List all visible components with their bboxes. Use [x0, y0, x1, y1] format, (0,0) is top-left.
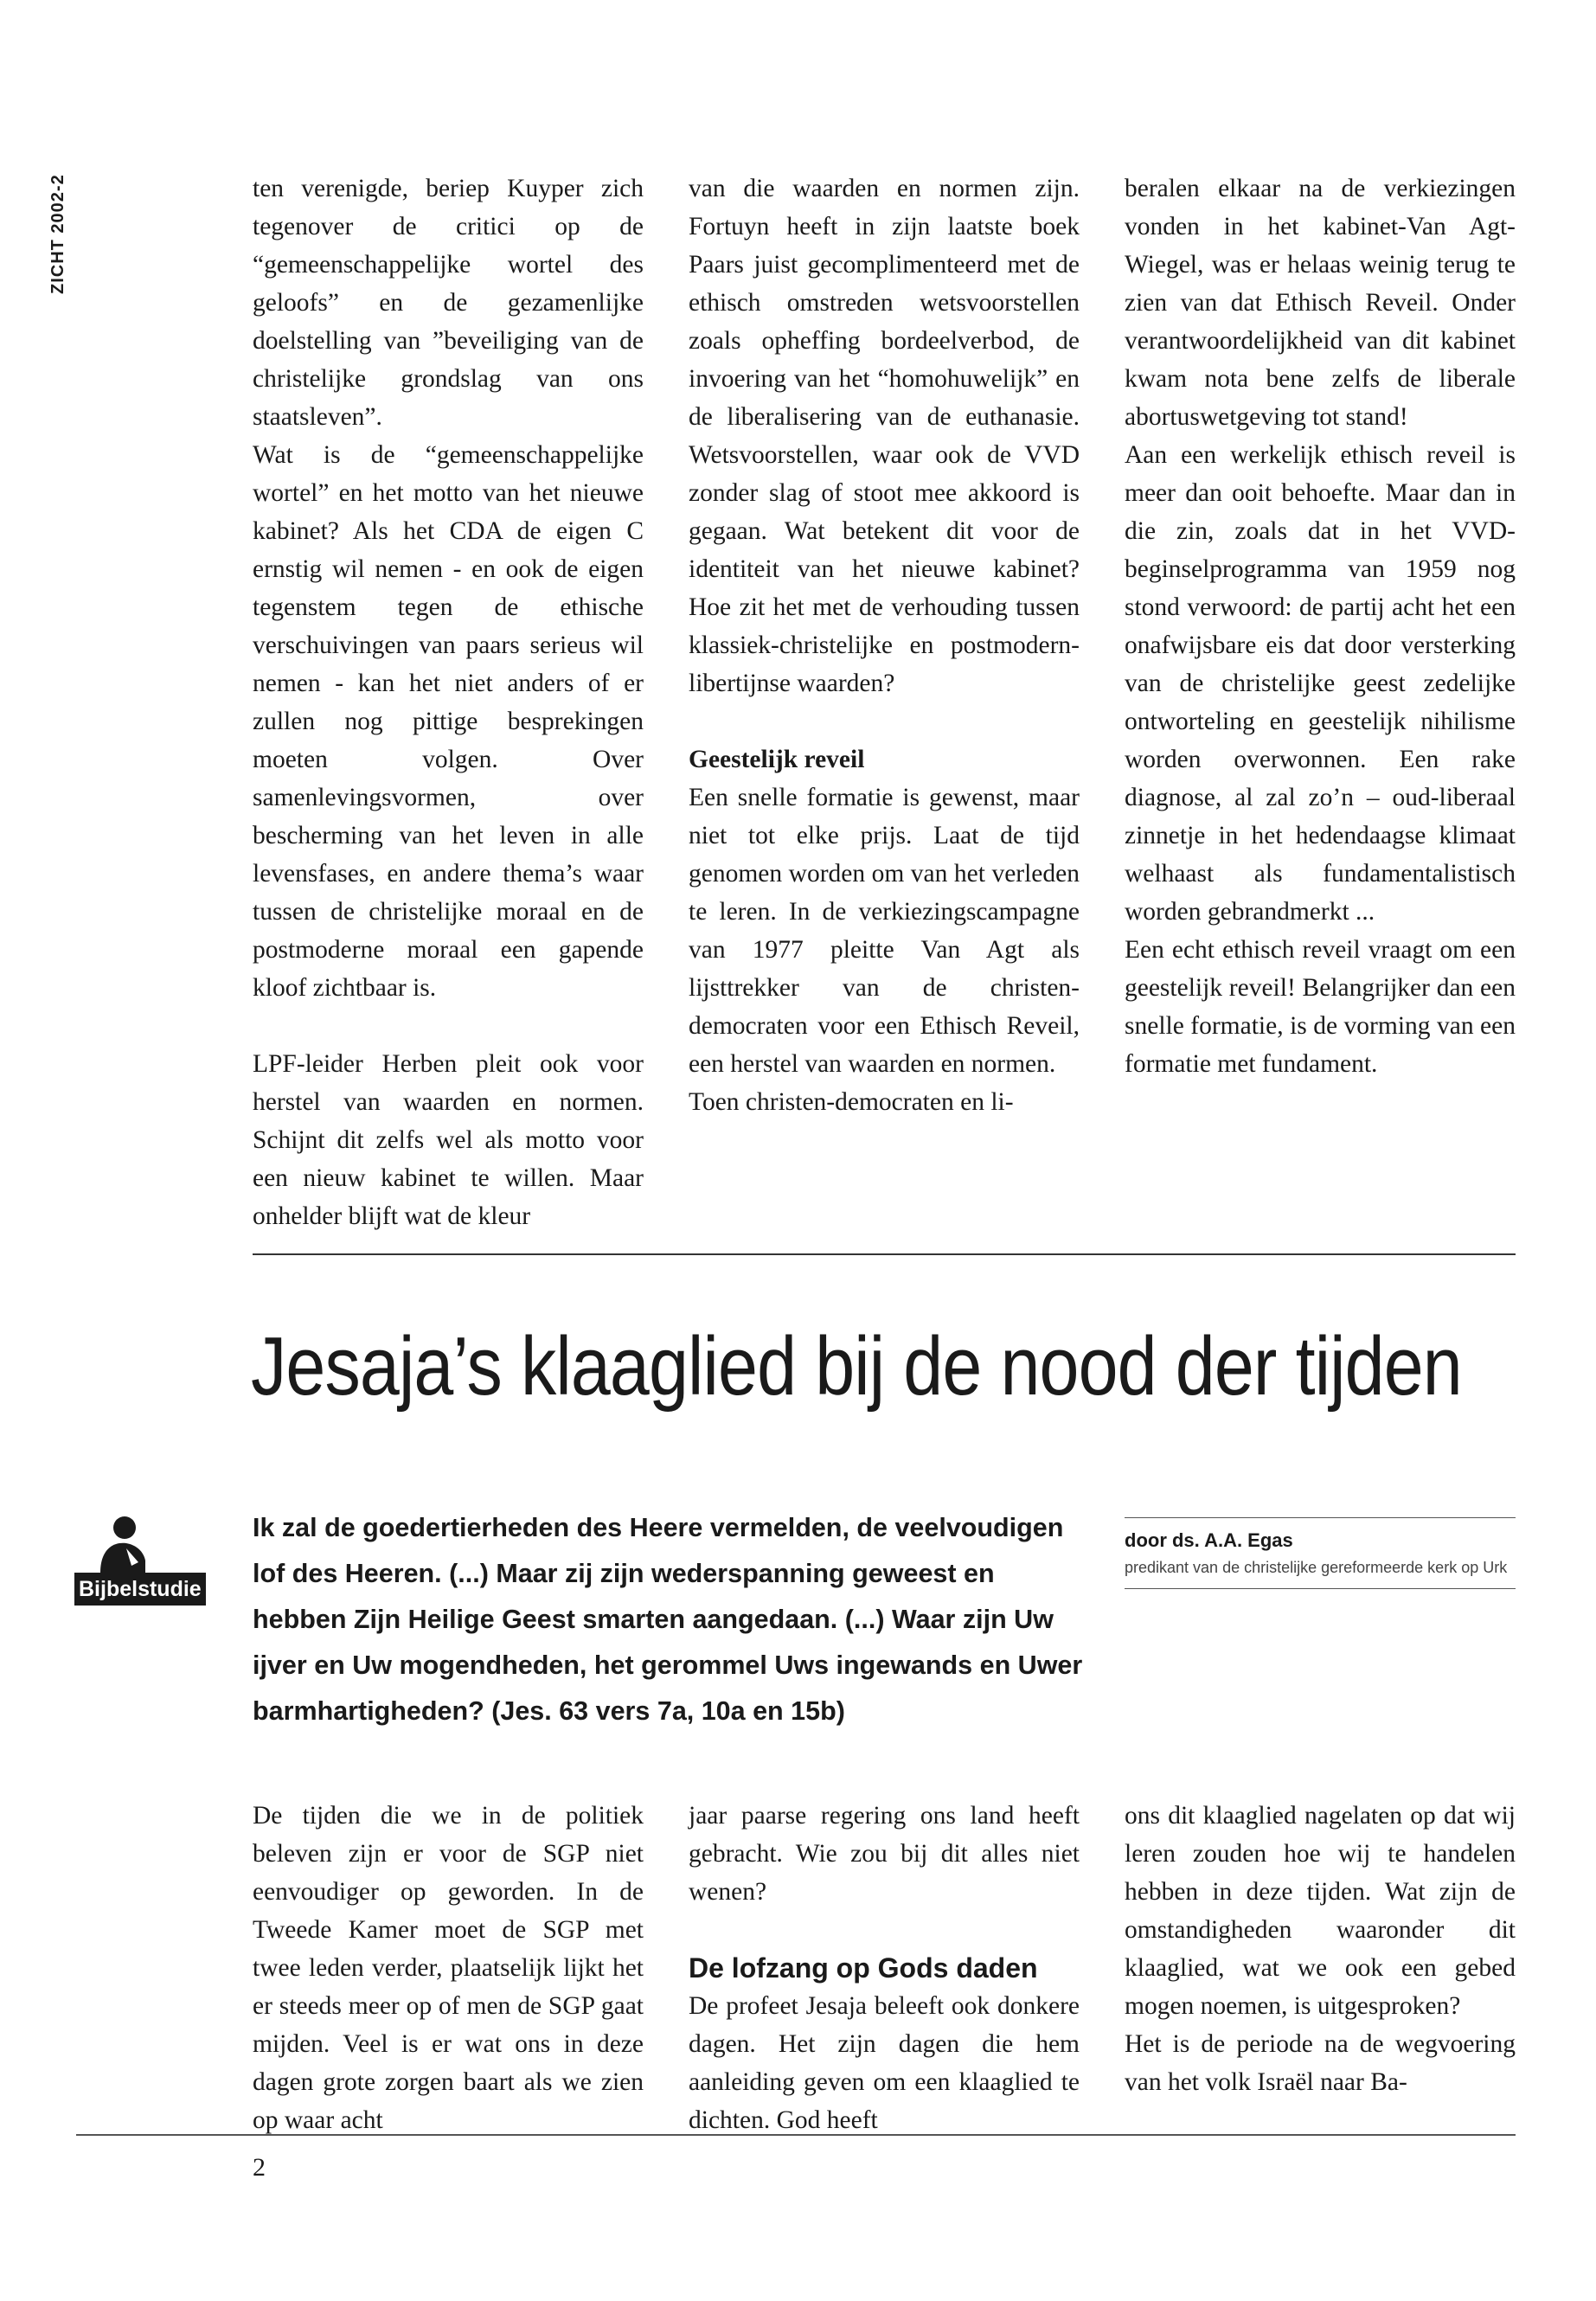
section-heading: De lofzang op Gods daden [689, 1952, 1038, 1984]
paragraph: ons dit klaaglied nagelaten op dat wij leren zouden hoe wij te handelen hebben in deze tijden. Wat zijn de omstandigheden waaronder dit klaaglied, wat we ook een gebed mogen noemen, is uitgesproken? [1125, 1802, 1516, 2020]
paragraph: van die waarden en normen zijn. Fortuyn heeft in zijn laatste boek Paars juist gecomplimenteerd met de ethisch omstreden wetsvoorstellen zoals opheffing bordeelverbod, de invoering van het “homohuwelijk” en de liberalisering van de euthanasie. Wetsvoorstellen, waar ook de VVD zonder slag of stoot mee akkoord is gegaan. Wat betekent dit voor de identiteit van het nieuwe kabinet? Hoe zit het met de verhouding tussen klassiek-christelijke en postmodern-libertijnse waarden? [689, 175, 1080, 697]
paragraph: jaar paarse regering ons land heeft gebracht. Wie zou bij dit alles niet wenen? [689, 1802, 1080, 1906]
paragraph: beralen elkaar na de verkiezingen vonden in het kabinet-Van Agt-Wiegel, was er helaas weinig terug te zien van dat Ethisch Reveil. Onder verantwoordelijkheid van dit kabinet kwam nota bene zelfs de liberale abortuswetgeving tot stand! [1125, 175, 1516, 431]
paragraph: Het is de periode na de wegvoering van het volk Israël naar Ba- [1125, 2030, 1516, 2096]
article-title: Jesaja’s klaaglied bij de nood der tijden [251, 1320, 1462, 1413]
paragraph: De tijden die we in de politiek beleven zijn er voor de SGP niet eenvoudiger op geworden. In de Tweede Kamer moet de SGP met twee leden verder, plaatselijk lijkt het er steeds meer op of men de SGP gaat mijden. Veel is er wat ons in deze dagen grote zorgen baart als we zien op waar acht [253, 1802, 644, 2134]
top-column-3 [1125, 170, 1516, 1083]
byline-divider [1125, 1517, 1516, 1518]
top-column-1 [253, 170, 644, 1235]
paragraph: ten verenigde, beriep Kuyper zich tegenover de critici op de “gemeenschappelijke wortel des geloofs” en de gezamenlijke doelstelling van ”beveiliging van de christelijke grondslag van ons staatsleven”. [253, 175, 644, 431]
paragraph: De profeet Jesaja beleeft ook donkere dagen. Het zijn dagen die hem aanleiding geven om een klaaglied te dichten. God heeft [689, 1992, 1080, 2134]
paragraph: Een echt ethisch reveil vraagt om een geestelijk reveil! Belangrijker dan een snelle formatie, is de vorming van een formatie met fundament. [1125, 936, 1516, 1078]
bottom-column-2 [689, 1797, 1080, 2139]
bottom-column-1 [253, 1797, 644, 2139]
paragraph: Wat is de “gemeenschappelijke wortel” en het motto van het nieuwe kabinet? Als het CDA de eigen C ernstig wil nemen - en ook de eigen tegenstem tegen de ethische verschuivingen van paars serieus wil nemen - kan het niet anders of er zullen nog pittige besprekingen moeten volgen. Over samenlevingsvormen, over bescherming van het leven in alle levensfases, en andere thema’s waar tussen de christelijke moraal en de postmoderne moraal een gapende kloof zichtbaar is. [253, 441, 644, 1002]
byline-author: door ds. A.A. Egas [1125, 1529, 1293, 1551]
paragraph: Een snelle formatie is gewenst, maar niet tot elke prijs. Laat de tijd genomen worden om van het verleden te leren. In de verkiezingscampagne van 1977 pleitte Van Agt als lijsttrekker van de christen-democraten voor een Ethisch Reveil, een herstel van waarden en normen. [689, 784, 1080, 1078]
journal-issue-label: ZICHT 2002-2 [48, 174, 67, 294]
category-badge: Bijbelstudie [74, 1573, 206, 1606]
byline-role: predikant van de christelijke gereformeerde kerk op Urk [1125, 1559, 1508, 1576]
page-number: 2 [253, 2153, 266, 2182]
bottom-column-3 [1125, 1797, 1516, 2101]
section-heading: Geestelijk reveil [689, 746, 865, 773]
paragraph: Toen christen-democraten en li- [689, 1088, 1014, 1116]
paragraph: LPF-leider Herben pleit ook voor herstel van waarden en normen. Schijnt dit zelfs wel als motto voor een nieuw kabinet te willen. Maar onhelder blijft wat de kleur [253, 1050, 644, 1230]
byline-divider [1125, 1588, 1516, 1589]
footer-divider [76, 2134, 1516, 2136]
section-divider [253, 1253, 1516, 1255]
intro-quote: Ik zal de goedertierheden des Heere vermelden, de veelvoudigen lof des Heeren. (...) Maar zij zijn wederspanning geweest en hebben Zijn Heilige Geest smarten aangedaan. (...) Waar zijn Uw ijver en Uw mogendheden, het gerommel Uws ingewands en Uwer barmhartigheden? (Jes. 63 vers 7a, 10a en 15b) [253, 1513, 1083, 1726]
top-column-2 [689, 170, 1080, 1121]
paragraph: Aan een werkelijk ethisch reveil is meer dan ooit behoefte. Maar dan in die zin, zoals dat in het VVD-beginselprogramma van 1959 nog stond verwoord: de partij acht het een onafwijsbare eis dat door versterking van de christelijke geest zedelijke ontworteling en geestelijk nihilisme worden overwonnen. Een rake diagnose, al zal zo’n – oud-liberaal zinnetje in het hedendaagse klimaat welhaast als fundamentalistisch worden gebrandmerkt ... [1125, 441, 1516, 926]
